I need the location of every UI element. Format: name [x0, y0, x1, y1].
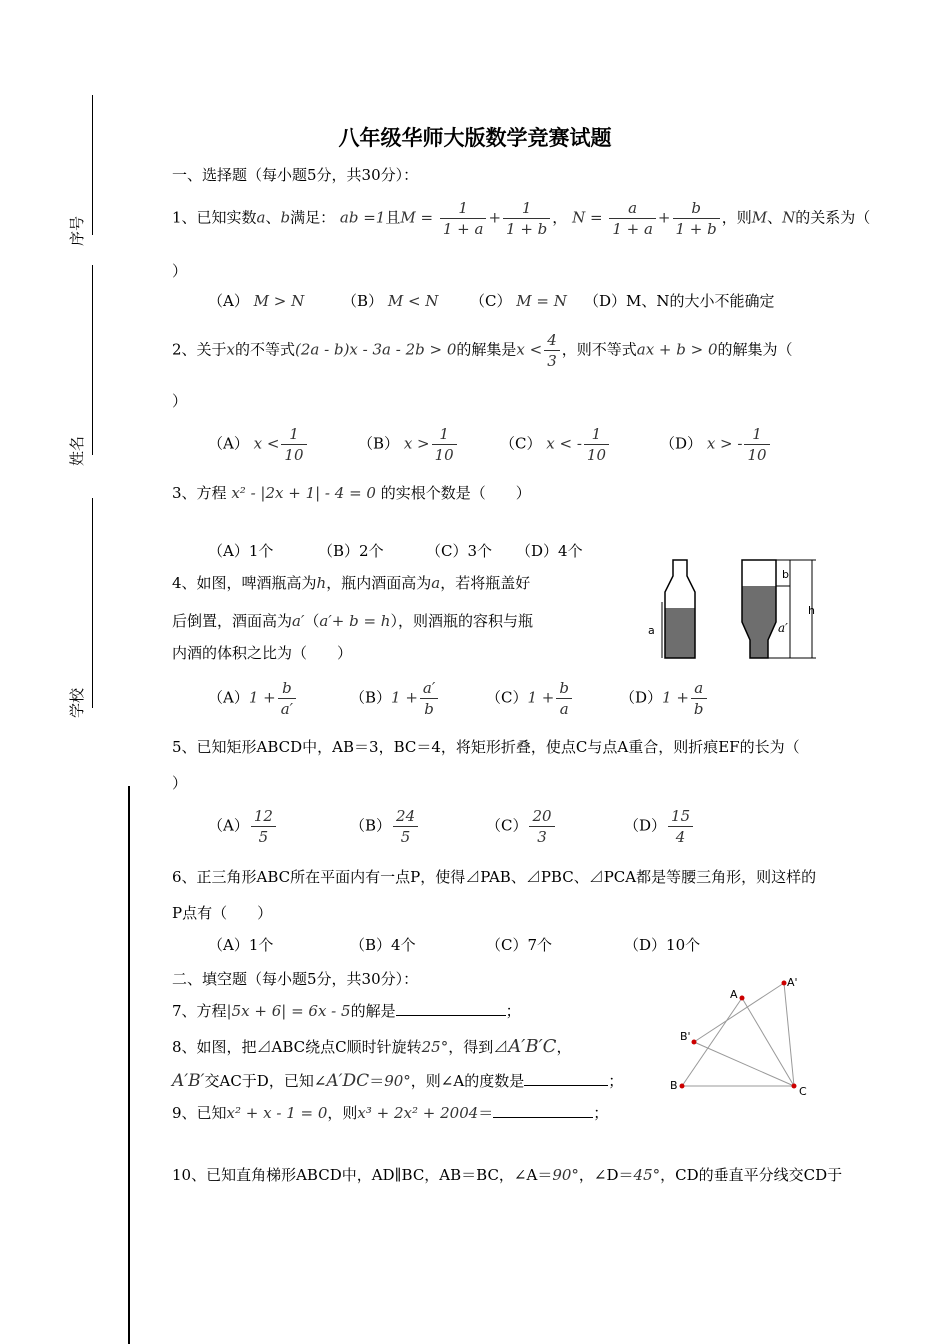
q4-option-d: （D）1 + $\frac{a}{b}$	[620, 678, 709, 719]
question-5-cont: ）	[172, 774, 188, 792]
q3-option-a: （A）1个	[208, 542, 274, 560]
question-7: 7、方程|5x + 6| = 6x - 5的解是 ；	[172, 1002, 521, 1020]
segment-ApC	[784, 983, 794, 1086]
question-10: 10、已知直角梯形ABCD中，AD∥BC，AB＝BC，∠A＝90°，∠D＝45°，CD的垂直平分线交CD于	[172, 1166, 843, 1184]
wine-inverted-neck	[742, 622, 776, 658]
question-9: 9、已知x² + x - 1 = 0，则x³ + 2x² + 2004＝ ；	[172, 1104, 609, 1122]
question-4-line-2: 后倒置，酒面高为a′（a′+ b = h），则酒瓶的容积与瓶	[172, 612, 533, 630]
question-1: 1、已知实数a、b满足： ab =1且M = $\frac{1}{1 + a}$ + $\frac{1}{1 + b}$ ， N = $\frac{a}{1 + a}$ + $\frac{b}{1 + b}$ ，则M、N的关系为（	[172, 199, 871, 238]
point-Bp	[692, 1040, 697, 1045]
question-3: 3、方程 x² - |2x + 1| - 4 = 0 的实根个数是（ ）	[172, 484, 531, 502]
segment-ApBp	[694, 983, 784, 1042]
q4-option-c: （C）1 + $\frac{b}{a}$	[486, 678, 574, 719]
question-1-cont: ）	[172, 262, 188, 280]
wine-inverted-body	[742, 586, 776, 622]
segment-BpC	[694, 1042, 794, 1086]
q3-option-c: （C）3个	[426, 542, 493, 560]
section2-heading: 二、填空题（每小题5分，共30分）：	[172, 970, 419, 988]
question-6-cont: P点有（ ）	[172, 904, 273, 922]
label-b: b	[782, 568, 789, 581]
q1-option-b: （B） M < N	[342, 292, 439, 310]
page-title: 八年级华师大版数学竞赛试题	[338, 126, 612, 150]
seq-label: 序号	[68, 215, 86, 246]
q2-option-b: （B） x > $\frac{1}{10}$	[358, 424, 459, 465]
q4-option-b: （B）1 + $\frac{a'}{b}$	[350, 678, 440, 719]
point-C	[792, 1084, 797, 1089]
q5-option-b: （B） $\frac{24}{5}$	[350, 806, 420, 847]
school-label: 学校	[68, 687, 86, 718]
label-Bp: B'	[680, 1030, 691, 1043]
label-B: B	[670, 1079, 678, 1092]
label-Ap: A'	[787, 976, 798, 989]
question-4-line-1: 4、如图，啤酒瓶高为h，瓶内酒面高为a，若将瓶盖好	[172, 574, 531, 592]
q1-option-c: （C） M = N	[470, 292, 567, 310]
q2-option-a: （A） x < $\frac{1}{10}$	[208, 424, 309, 465]
q6-option-d: （D）10个	[624, 936, 701, 954]
point-A	[740, 996, 745, 1001]
q3-option-b: （B）2个	[318, 542, 384, 560]
q5-option-a: （A） $\frac{12}{5}$	[208, 806, 278, 847]
question-8-line-1: 8、如图，把⊿ABC绕点C顺时针旋转25°，得到⊿A′B′C，	[172, 1036, 572, 1057]
q1-option-a: （A） M > N	[208, 292, 305, 310]
q4-option-a: （A）1 + $\frac{b}{a'}$	[208, 678, 298, 719]
point-Ap	[782, 981, 787, 986]
q8-answer-blank[interactable]	[524, 1071, 608, 1086]
margin-rule-top	[92, 95, 93, 235]
label-C: C	[799, 1085, 807, 1098]
section1-heading: 一、选择题（每小题5分，共30分）：	[172, 166, 419, 184]
label-h: h	[808, 604, 815, 617]
segment-AB	[682, 998, 742, 1086]
bottle-figure	[640, 556, 830, 664]
q6-option-c: （C）7个	[486, 936, 553, 954]
name-label: 姓名	[68, 435, 86, 466]
label-A: A	[730, 988, 738, 1001]
question-6: 6、正三角形ABC所在平面内有一点P，使得⊿PAB、⊿PBC、⊿PCA都是等腰三角形，则这样的	[172, 868, 817, 886]
label-ap: a′	[778, 621, 788, 635]
label-a: a	[648, 624, 655, 637]
wine-upright	[665, 608, 695, 658]
q2-option-d: （D） x > - $\frac{1}{10}$	[660, 424, 772, 465]
q5-option-d: （D） $\frac{15}{4}$	[624, 806, 695, 847]
binding-line	[128, 786, 130, 1344]
question-4-line-3: 内酒的体积之比为（ ）	[172, 644, 353, 662]
q5-option-c: （C） $\frac{20}{3}$	[486, 806, 557, 847]
q1-option-d: （D）M、N的大小不能确定	[584, 292, 775, 310]
question-5: 5、已知矩形ABCD中，AB＝3，BC＝4，将矩形折叠，使点C与点A重合，则折痕EF的长为（	[172, 738, 800, 756]
segment-AC	[742, 998, 794, 1086]
q2-option-c: （C） x < - $\frac{1}{10}$	[500, 424, 611, 465]
question-2: 2、关于x的不等式(2a - b)x - 3a - 2b > 0的解集是x < $\frac{4}{3}$ ，则不等式ax + b > 0的解集为（	[172, 331, 793, 370]
question-2-cont: ）	[172, 392, 188, 410]
margin-rule-low	[92, 498, 93, 708]
q7-answer-blank[interactable]	[396, 1001, 506, 1016]
point-B	[680, 1084, 685, 1089]
q3-option-d: （D）4个	[516, 542, 583, 560]
q9-answer-blank[interactable]	[493, 1103, 593, 1118]
rotation-figure	[670, 972, 820, 1098]
q6-option-a: （A）1个	[208, 936, 274, 954]
q6-option-b: （B）4个	[350, 936, 416, 954]
margin-rule-mid	[92, 265, 93, 455]
question-8-line-2: A′B′交AC于D，已知∠A′DC＝90°，则∠A的度数是 ；	[172, 1071, 624, 1091]
